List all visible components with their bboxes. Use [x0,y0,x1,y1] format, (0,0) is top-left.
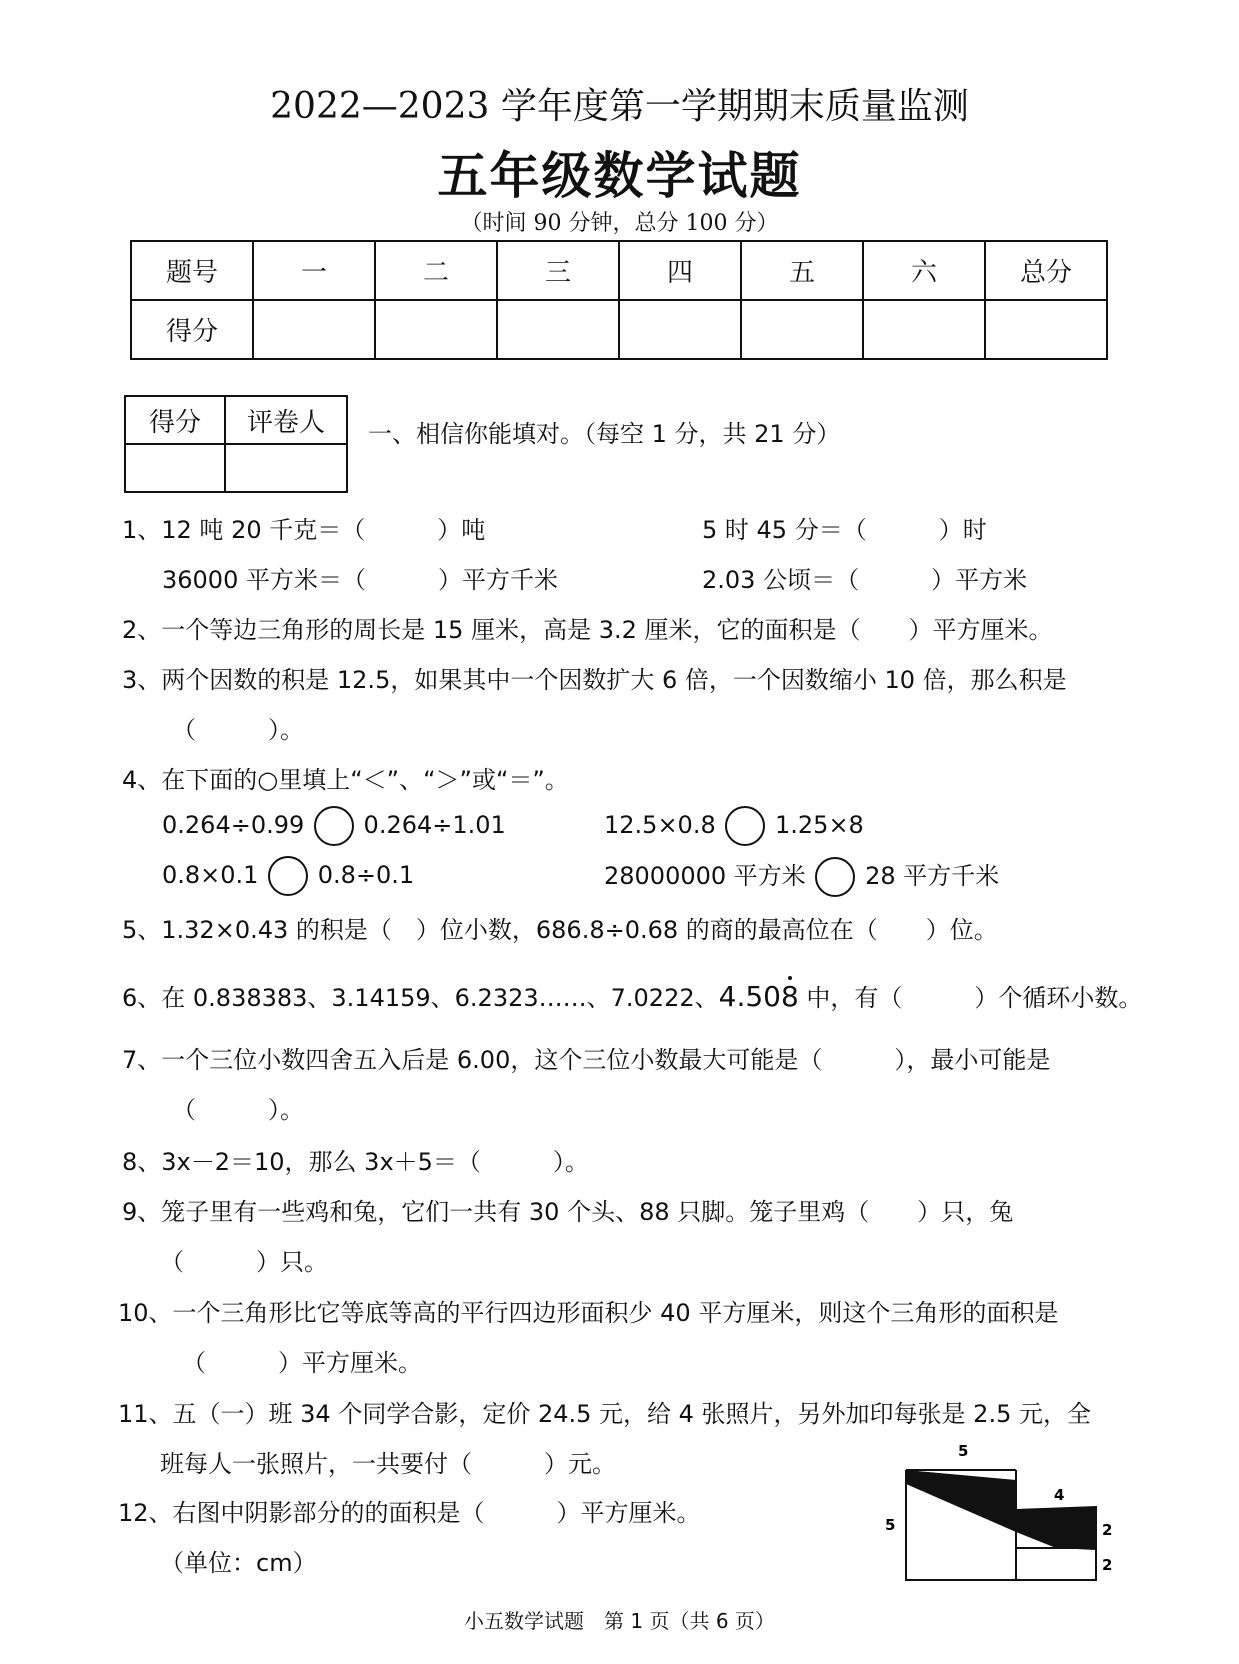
score-header-cell: 五 [741,241,863,300]
score-table-header-row [131,241,1107,300]
q4b-left: 12.5×0.8 [604,811,716,839]
question-1c: 36000 平方米＝（ ）平方千米 [162,566,558,594]
q6-repeating-number [719,980,799,1013]
question-4d [604,856,999,897]
q4d-answer-circle[interactable] [815,857,855,897]
grader-score-label: 得分 [125,396,225,444]
shaded-area-figure [880,1440,1120,1590]
question-7-line1: 7、一个三位小数四舍五入后是 6.00，这个三位小数最大可能是（ ），最小可能是 [122,1046,1051,1074]
question-3-line2: （ ）。 [172,716,304,744]
score-header-cell: 四 [619,241,741,300]
question-4-instruction: 4、在下面的○里填上“＜”、“＞”或“＝”。 [122,766,569,794]
question-12-line2: （单位：cm） [160,1549,317,1577]
q6-before: 6、在 0.838383、3.14159、6.2323……、7.0222、 [122,984,719,1012]
question-10-line1: 10、一个三角形比它等底等高的平行四边形面积少 40 平方厘米，则这个三角形的面积是 [118,1299,1059,1327]
shaded-region [906,1470,1096,1550]
question-6 [122,978,1142,1013]
figure-label-left: 5 [885,1516,896,1534]
score-cell[interactable] [375,300,497,359]
figure-label-top: 5 [958,1442,969,1460]
question-4c [162,856,414,896]
question-11-line1: 11、五（一）班 34 个同学合影，定价 24.5 元，给 4 张照片，另外加印每张是 2.5 元，全 [118,1400,1091,1428]
question-10-line2: （ ）平方厘米。 [182,1349,422,1377]
score-cell[interactable] [985,300,1107,359]
section-1-title: 一、相信你能填对。（每空 1 分，共 21 分） [368,420,841,448]
score-cell[interactable] [863,300,985,359]
figure-label-mid: 4 [1054,1486,1065,1504]
figure-label-right-lower: 2 [1102,1556,1113,1574]
question-3-line1: 3、两个因数的积是 12.5，如果其中一个因数扩大 6 倍，一个因数缩小 10 倍，那么积是 [122,666,1067,694]
figure-label-right-upper: 2 [1102,1521,1113,1539]
question-4a [162,806,506,846]
question-1d: 2.03 公顷＝（ ）平方米 [702,566,1028,594]
score-table-score-row [131,300,1107,359]
q4c-answer-circle[interactable] [268,856,308,896]
q4c-left: 0.8×0.1 [162,861,259,889]
grader-name-label: 评卷人 [225,396,347,444]
question-11-line2: 班每人一张照片，一共要付（ ）元。 [160,1450,616,1478]
score-header-cell: 总分 [985,241,1107,300]
exam-title-line1: 2022—2023 学年度第一学期期末质量监测 [270,86,969,127]
q4a-right: 0.264÷1.01 [363,811,506,839]
q4c-right: 0.8÷0.1 [317,861,415,889]
score-cell[interactable] [253,300,375,359]
question-9-line1: 9、笼子里有一些鸡和兔，它们一共有 30 个头、88 只脚。笼子里鸡（ ）只，兔 [122,1198,1014,1226]
q6-after: 中，有（ ）个循环小数。 [798,984,1143,1012]
score-cell[interactable] [619,300,741,359]
score-cell[interactable] [741,300,863,359]
question-1b: 5 时 45 分＝（ ）时 [702,516,987,544]
q4d-left: 28000000 平方米 [604,862,806,890]
exam-title-line2: 五年级数学试题 [437,146,802,205]
exam-subtitle: （时间 90 分钟，总分 100 分） [460,211,779,236]
question-5: 5、1.32×0.43 的积是（ ）位小数，686.8÷0.68 的商的最高位在（ ）位。 [122,916,998,944]
score-header-cell: 三 [497,241,619,300]
question-4b [604,806,864,846]
question-2: 2、一个等边三角形的周长是 15 厘米，高是 3.2 厘米，它的面积是（ ）平方厘米。 [122,616,1053,644]
grader-box [124,395,348,493]
score-table [130,240,1108,360]
q6-repeating-digit: 8 [780,980,799,1013]
question-1a: 1、12 吨 20 千克＝（ ）吨 [122,516,486,544]
page-footer: 小五数学试题 第 1 页（共 6 页） [464,1609,775,1633]
question-8: 8、3x－2＝10，那么 3x＋5＝（ ）。 [122,1148,589,1176]
q4b-answer-circle[interactable] [725,806,765,846]
question-7-line2: （ ）。 [172,1096,304,1124]
score-header-cell: 六 [863,241,985,300]
score-header-cell: 题号 [131,241,253,300]
question-9-line2: （ ）只。 [160,1248,328,1276]
grader-name-cell[interactable] [225,444,347,492]
score-row-label: 得分 [131,300,253,359]
q4a-left: 0.264÷0.99 [162,811,305,839]
q4d-right: 28 平方千米 [865,862,1000,890]
score-header-cell: 一 [253,241,375,300]
question-12-line1: 12、右图中阴影部分的的面积是（ ）平方厘米。 [118,1499,701,1527]
score-header-cell: 二 [375,241,497,300]
q4a-answer-circle[interactable] [314,806,354,846]
score-cell[interactable] [497,300,619,359]
q4b-right: 1.25×8 [775,811,864,839]
grader-score-cell[interactable] [125,444,225,492]
q6-number-prefix: 4.50 [718,980,781,1013]
